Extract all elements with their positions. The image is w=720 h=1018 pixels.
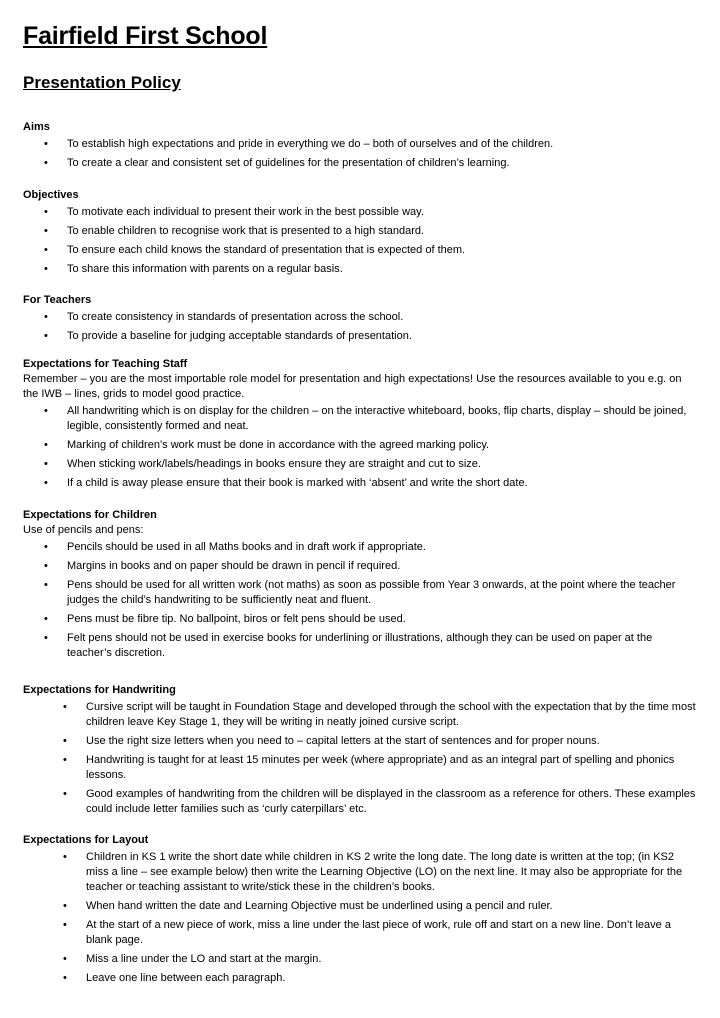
bullet-list	[23, 850, 698, 986]
list-item-text: Good examples of handwriting from the children will be displayed in the classroom as a reference for others. These examples could include letter families such as ‘curly caterpillars’ etc.	[86, 788, 696, 815]
bullet-icon: •	[44, 138, 48, 150]
list-item-text: To share this information with parents on a regular basis.	[67, 263, 343, 275]
list-item	[23, 559, 698, 574]
bullet-icon: •	[63, 919, 67, 931]
list-item-text: To create consistency in standards of presentation across the school.	[67, 311, 404, 323]
list-item-text: To establish high expectations and pride in everything we do – both of ourselves and of the children.	[67, 138, 554, 150]
section-heading: Expectations for Teaching Staff	[23, 358, 188, 370]
list-item-text: Miss a line under the LO and start at the margin.	[86, 953, 322, 965]
bullet-icon: •	[63, 851, 67, 863]
list-item-text: Children in KS 1 write the short date while children in KS 2 write the long date. The long date is written at the top; (in KS2 miss a line – see example below) then write the Learning Objective (LO) on the next line. It may also be appropriate for the teacher or teaching assistant to write/stick these in the children’s books.	[86, 851, 683, 893]
list-item-text: Pens must be fibre tip. No ballpoint, biros or felt pens should be used.	[67, 613, 406, 625]
bullet-icon: •	[44, 244, 48, 256]
bullet-icon: •	[63, 735, 67, 747]
list-item	[23, 700, 698, 730]
list-item	[23, 899, 698, 914]
list-item-text: When hand written the date and Learning Objective must be underlined using a pencil and ruler.	[86, 900, 553, 912]
list-item	[23, 578, 698, 608]
bullet-list	[23, 137, 698, 171]
bullet-list	[23, 205, 698, 277]
list-item	[23, 205, 698, 220]
bullet-icon: •	[63, 972, 67, 984]
list-item-text: Pencils should be used in all Maths books and in draft work if appropriate.	[67, 541, 426, 553]
bullet-icon: •	[63, 900, 67, 912]
section-intro: Use of pencils and pens:	[23, 524, 144, 536]
list-item	[23, 137, 698, 152]
list-item	[23, 918, 698, 948]
list-item	[23, 476, 698, 491]
bullet-icon: •	[44, 458, 48, 470]
list-item	[23, 612, 698, 627]
bullet-icon: •	[44, 439, 48, 451]
bullet-icon: •	[63, 701, 67, 713]
list-item	[23, 404, 698, 434]
list-item-text: Leave one line between each paragraph.	[86, 972, 286, 984]
bullet-icon: •	[44, 311, 48, 323]
list-item	[23, 224, 698, 239]
bullet-icon: •	[44, 206, 48, 218]
list-item-text: To create a clear and consistent set of guidelines for the presentation of children’s learning.	[67, 157, 510, 169]
list-item-text: Marking of children’s work must be done in accordance with the agreed marking policy.	[67, 439, 490, 451]
bullet-icon: •	[44, 632, 48, 644]
list-item-text: Handwriting is taught for at least 15 minutes per week (where appropriate) and as an integral part of spelling and phonics lessons.	[86, 754, 675, 781]
list-item-text: To ensure each child knows the standard of presentation that is expected of them.	[67, 244, 466, 256]
bullet-icon: •	[63, 754, 67, 766]
document-subtitle: Presentation Policy	[23, 73, 181, 92]
section-for-teachers	[23, 293, 698, 348]
list-item-text: Pens should be used for all written work (not maths) as soon as possible from Year 3 onwards, at the point where the teacher judges the child’s handwriting to be sufficiently neat and fluent.	[67, 579, 676, 606]
list-item	[23, 631, 698, 661]
bullet-icon: •	[44, 225, 48, 237]
list-item-text: If a child is away please ensure that their book is marked with ‘absent’ and write the short date.	[67, 477, 528, 489]
list-item-text: Cursive script will be taught in Foundation Stage and developed through the school with the expectation that by the time most children leave Key Stage 1, they will be writing in neatly joined cursive script.	[86, 701, 696, 728]
bullet-icon: •	[44, 613, 48, 625]
bullet-icon: •	[44, 477, 48, 489]
list-item-text: Margins in books and on paper should be drawn in pencil if required.	[67, 560, 401, 572]
section-objectives	[23, 188, 698, 281]
bullet-list	[23, 540, 698, 661]
list-item	[23, 753, 698, 783]
bullet-icon: •	[44, 560, 48, 572]
list-item-text: All handwriting which is on display for the children – on the interactive whiteboard, books, flip charts, display – should be joined, legible, consistently formed and neat.	[67, 405, 687, 432]
section-handwriting	[23, 683, 698, 821]
list-item-text: To motivate each individual to present their work in the best possible way.	[67, 206, 424, 218]
bullet-list	[23, 700, 698, 817]
bullet-icon: •	[44, 157, 48, 169]
section-heading: Expectations for Layout	[23, 834, 149, 846]
bullet-icon: •	[63, 788, 67, 800]
list-item-text: Felt pens should not be used in exercise books for underlining or illustrations, although they can be used on paper at the teacher’s discretion.	[67, 632, 653, 659]
list-item	[23, 850, 698, 895]
section-intro: Remember – you are the most importable role model for presentation and high expectations! Use the resources available to you e.g. on the IWB – lines, grids to model good practice.	[23, 373, 682, 400]
bullet-icon: •	[44, 579, 48, 591]
list-item	[23, 156, 698, 171]
list-item	[23, 540, 698, 555]
section-children	[23, 508, 698, 665]
bullet-icon: •	[44, 405, 48, 417]
bullet-icon: •	[63, 953, 67, 965]
section-heading: Expectations for Children	[23, 509, 157, 521]
bullet-list	[23, 310, 698, 344]
list-item	[23, 438, 698, 453]
bullet-icon: •	[44, 541, 48, 553]
list-item	[23, 262, 698, 277]
section-layout	[23, 833, 698, 990]
section-aims	[23, 120, 698, 175]
list-item	[23, 310, 698, 325]
list-item	[23, 734, 698, 749]
section-heading: Expectations for Handwriting	[23, 684, 176, 696]
list-item	[23, 952, 698, 967]
list-item-text: Use the right size letters when you need to – capital letters at the start of sentences and for proper nouns.	[86, 735, 600, 747]
list-item	[23, 243, 698, 258]
list-item	[23, 457, 698, 472]
list-item-text: To enable children to recognise work that is presented to a high standard.	[67, 225, 425, 237]
list-item	[23, 787, 698, 817]
section-heading: Aims	[23, 121, 50, 133]
list-item-text: At the start of a new piece of work, miss a line under the last piece of work, rule off and start on a new line. Don’t leave a blank page.	[86, 919, 671, 946]
bullet-list	[23, 404, 698, 491]
bullet-icon: •	[44, 263, 48, 275]
bullet-icon: •	[44, 330, 48, 342]
list-item	[23, 329, 698, 344]
list-item	[23, 971, 698, 986]
list-item-text: To provide a baseline for judging acceptable standards of presentation.	[67, 330, 412, 342]
document-title: Fairfield First School	[23, 22, 268, 50]
section-teaching-staff	[23, 357, 698, 495]
list-item-text: When sticking work/labels/headings in books ensure they are straight and cut to size.	[67, 458, 481, 470]
section-heading: Objectives	[23, 189, 79, 201]
section-heading: For Teachers	[23, 294, 92, 306]
